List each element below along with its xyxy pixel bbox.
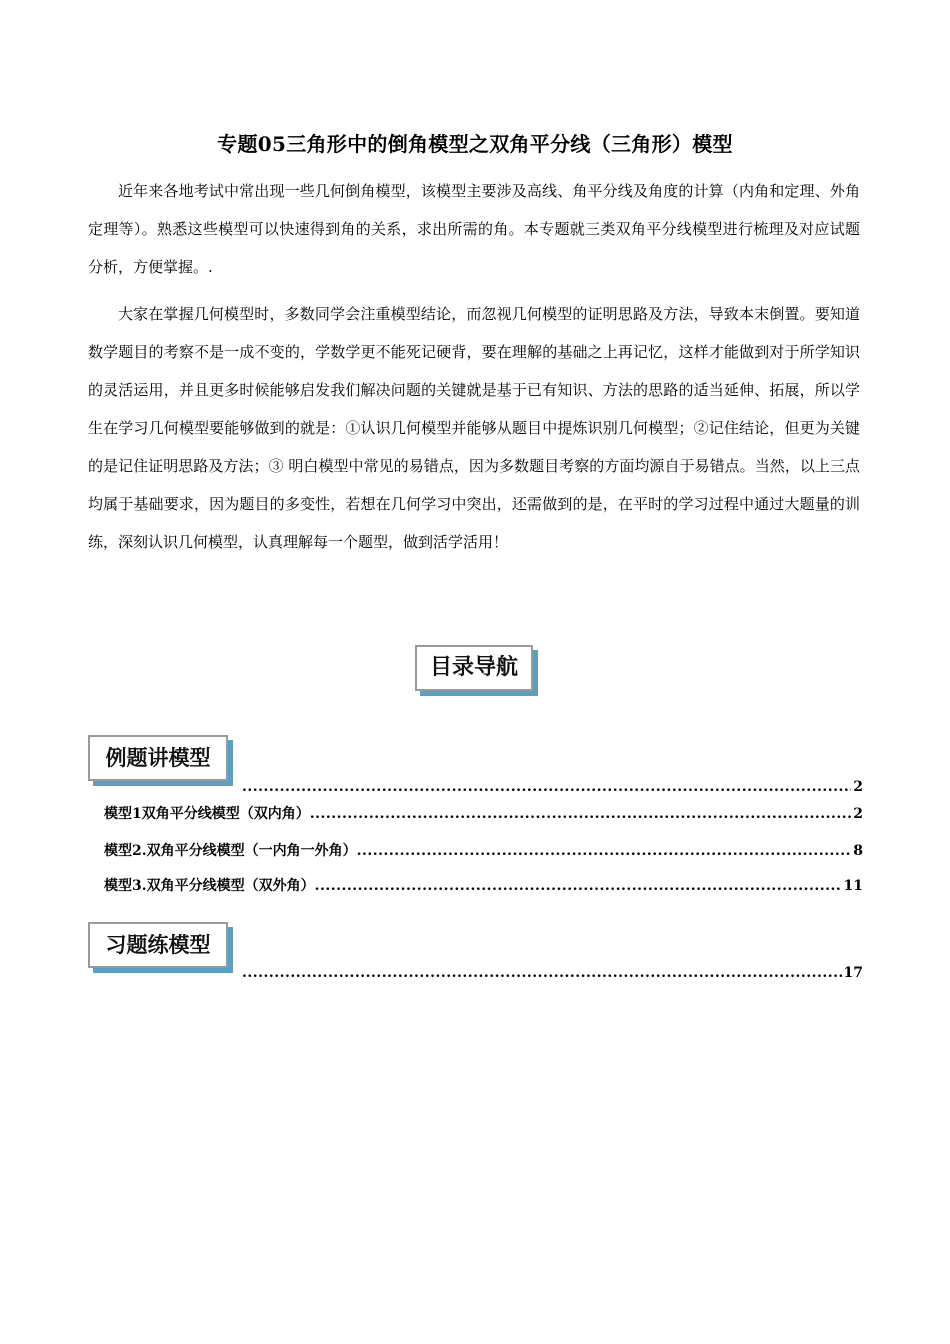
toc-entry-model-3[interactable] (104, 877, 863, 895)
toc-page-number: 8 (853, 843, 863, 859)
toc-leader-dots (315, 877, 842, 895)
toc-entry-label: 模型1双角平分线模型（双内角） (104, 806, 310, 822)
intro-paragraph-2: 大家在掌握几何模型时，多数同学会注重模型结论，而忽视几何模型的证明思路及方法，导致本末倒置。要知道数学题目的考察不是一成不变的，学数学更不能死记硬背，要在理解的基础之上再记忆，这样才能做到对于所学知识的灵活运用，并且更多时候能够启发我们解决问题的关键就是基于已有知识、方法的思路的适当延伸、拓展，所以学生在学习几何模型要能够做到的就是：①认识几何模型并能够从题目中提炼识别几何模型；②记住结论，但更为关键的是记住证明思路及方法；③ 明白模型中常见的易错点，因为多数题目考察的方面均源自于易错点。当然，以上三点均属于基础要求，因为题目的多变性，若想在几何学习中突出，还需做到的是，在平时的学习过程中通过大题量的训练，深刻认识几何模型，认真理解每一个题型，做到活学活用！ (88, 305, 860, 551)
toc-page-number: 17 (843, 965, 863, 981)
toc-page-number: 2 (853, 779, 863, 795)
toc-entry-label: 模型2.双角平分线模型（一内角一外角） (104, 843, 357, 859)
intro-paragraph-1: 近年来各地考试中常出现一些几何倒角模型，该模型主要涉及高线、角平分线及角度的计算（内角和定理、外角定理等）。熟悉这些模型可以快速得到角的关系，求出所需的角。本专题就三类双角平分线模型进行梳理及对应试题分析，方便掌握。. (88, 182, 860, 276)
toc-leader-dots (357, 842, 852, 860)
document-title: 专题05三角形中的倒角模型之双角平分线（三角形）模型 (217, 132, 733, 156)
toc-entry-model-2[interactable] (104, 842, 863, 860)
toc-entry-label: 模型3.双角平分线模型（双外角） (104, 878, 315, 894)
toc-entry-examples[interactable] (242, 778, 863, 796)
toc-leader-dots (242, 778, 851, 796)
section-badge-exercises: 习题练模型 (88, 922, 228, 968)
toc-leader-dots (310, 805, 852, 823)
toc-page-number: 2 (853, 806, 863, 822)
toc-heading-badge: 目录导航 (415, 645, 533, 691)
toc-entry-exercises[interactable] (242, 964, 863, 982)
toc-entry-model-1[interactable] (104, 805, 863, 823)
section-badge-examples: 例题讲模型 (88, 735, 228, 781)
toc-leader-dots (242, 964, 842, 982)
toc-page-number: 11 (843, 878, 863, 894)
